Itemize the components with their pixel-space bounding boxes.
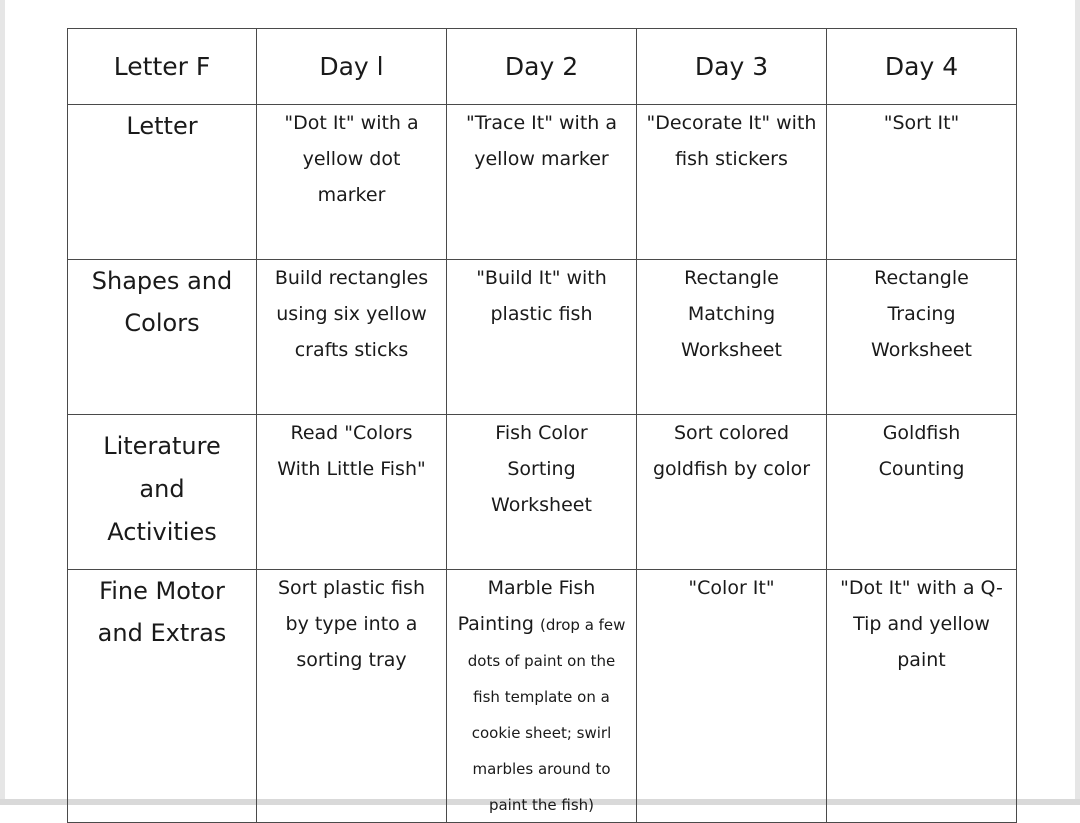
header-letter: Letter F	[68, 29, 257, 105]
cell-shapes-day-3	[637, 260, 827, 415]
cell-main-text: Marble Fish Painting	[457, 577, 596, 635]
cell-shapes-day-4	[827, 260, 1017, 415]
cell-shapes-day-2	[447, 260, 637, 415]
cell-text: "Decorate It" with fish stickers	[646, 112, 817, 170]
cell-fine-motor-day-2	[447, 570, 637, 823]
row-label-fine-motor-and-extras	[68, 570, 257, 823]
lesson-plan-table	[67, 28, 1017, 823]
cell-text: "Dot It" with a Q-Tip and yellow paint	[840, 577, 1003, 671]
cell-text: "Sort It"	[883, 112, 960, 134]
row-label-text: Shapes and Colors	[91, 267, 233, 337]
row-label-text: Fine Motor and Extras	[97, 577, 227, 647]
cell-literature-day-4	[827, 415, 1017, 570]
cell-text: Goldfish Counting	[878, 422, 965, 480]
cell-text: Rectangle Matching Worksheet	[681, 267, 782, 361]
cell-text: Sort plastic fish by type into a sorting tray	[278, 577, 425, 671]
header-day-2: Day 2	[447, 29, 637, 105]
row-label-letter	[68, 105, 257, 260]
row-label-text: Letter	[126, 112, 198, 140]
row-literature-and-activities	[68, 415, 1017, 570]
cell-letter-day-4	[827, 105, 1017, 260]
page-right-edge	[1075, 0, 1080, 805]
cell-text: "Dot It" with a yellow dot marker	[284, 112, 419, 206]
cell-fine-motor-day-3	[637, 570, 827, 823]
row-shapes-and-colors	[68, 260, 1017, 415]
cell-note-text: (drop a few dots of paint on the fish template on a cookie sheet; swirl marbles around to paint the fish)	[467, 616, 626, 814]
header-row	[68, 29, 1017, 105]
cell-text: "Trace It" with a yellow marker	[465, 112, 617, 170]
cell-fine-motor-day-1	[257, 570, 447, 823]
row-letter	[68, 105, 1017, 260]
page-left-edge	[0, 0, 5, 805]
cell-text: "Build It" with plastic fish	[476, 267, 607, 325]
row-label-text: Literature and Activities	[103, 432, 221, 546]
row-label-shapes-and-colors	[68, 260, 257, 415]
cell-literature-day-1	[257, 415, 447, 570]
cell-text: Fish Color Sorting Worksheet	[491, 422, 592, 516]
header-day-4: Day 4	[827, 29, 1017, 105]
cell-shapes-day-1	[257, 260, 447, 415]
header-day-1: Day l	[257, 29, 447, 105]
cell-text: "Color It"	[688, 577, 775, 599]
row-fine-motor-and-extras	[68, 570, 1017, 823]
cell-letter-day-2	[447, 105, 637, 260]
cell-literature-day-3	[637, 415, 827, 570]
row-label-literature-and-activities	[68, 415, 257, 570]
header-day-3: Day 3	[637, 29, 827, 105]
cell-text: Sort colored goldfish by color	[652, 422, 811, 480]
cell-text: Rectangle Tracing Worksheet	[871, 267, 972, 361]
cell-text: Read "Colors With Little Fish"	[277, 422, 426, 480]
cell-literature-day-2	[447, 415, 637, 570]
cell-letter-day-3	[637, 105, 827, 260]
cell-letter-day-1	[257, 105, 447, 260]
cell-fine-motor-day-4	[827, 570, 1017, 823]
cell-text: Build rectangles using six yellow crafts sticks	[274, 267, 429, 361]
